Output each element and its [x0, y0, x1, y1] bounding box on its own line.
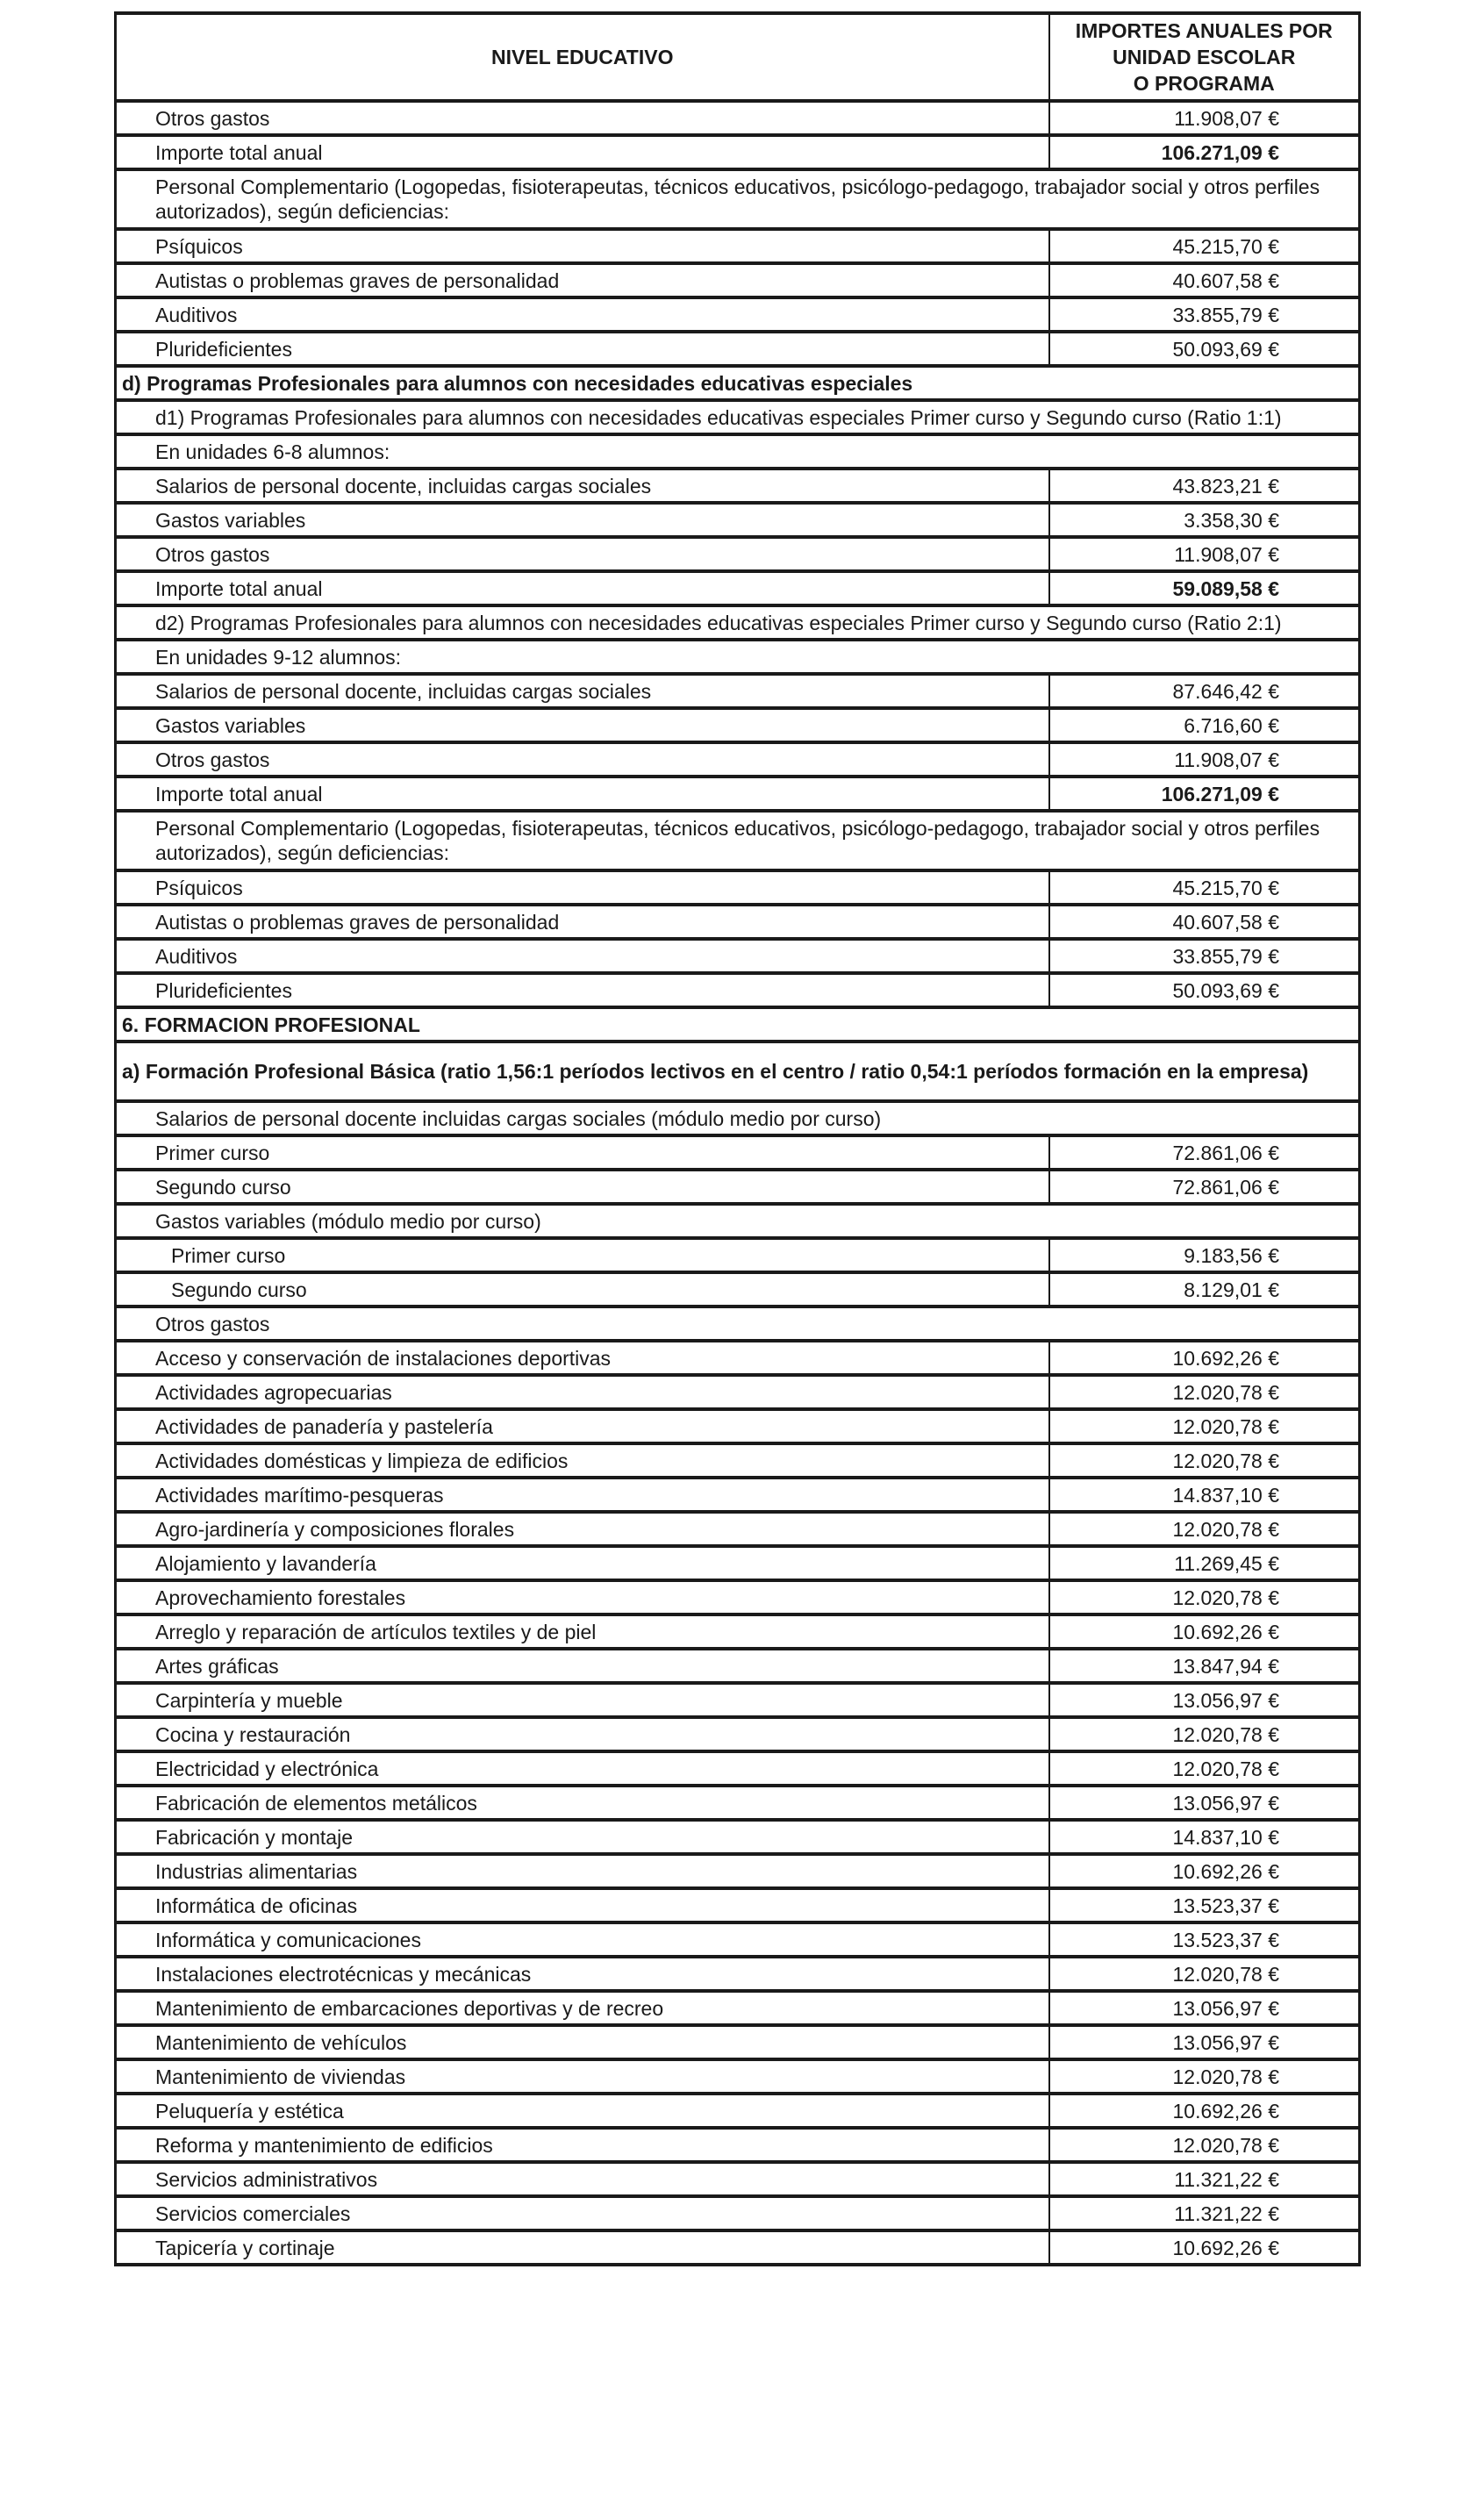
- amount-cell: [1049, 1580, 1360, 1614]
- table-row: [116, 1786, 1360, 1820]
- amount-cell: [1049, 1751, 1360, 1786]
- table-row: [116, 973, 1360, 1007]
- row-label: Salarios de personal docente, incluidas cargas sociales: [155, 679, 652, 703]
- table-row: [116, 1888, 1360, 1922]
- amount-cell: [1049, 973, 1360, 1007]
- amount-value: 10.692,26 €: [1172, 1346, 1279, 1370]
- label-cell: [116, 400, 1360, 434]
- section-subheading: En unidades 9-12 alumnos:: [155, 645, 402, 669]
- row-label: Cocina y restauración: [155, 1722, 351, 1746]
- amount-cell: [1049, 2162, 1360, 2196]
- amount-cell: [1049, 1443, 1360, 1478]
- table-row: [116, 1375, 1360, 1409]
- header-nivel-educativo: NIVEL EDUCATIVO: [116, 13, 1049, 101]
- table-row: [116, 1854, 1360, 1888]
- table-row: [116, 1341, 1360, 1375]
- label-cell: [116, 1443, 1049, 1478]
- amount-value: 13.056,97 €: [1172, 1996, 1279, 2020]
- table-row: [116, 1042, 1360, 1101]
- table-row: [116, 1409, 1360, 1443]
- amount-value: 10.692,26 €: [1172, 2099, 1279, 2123]
- amount-value: 12.020,78 €: [1172, 1962, 1279, 1986]
- amount-value: 13.056,97 €: [1172, 1791, 1279, 1815]
- table-row: [116, 503, 1360, 537]
- table-row: [116, 1580, 1360, 1614]
- row-label: Auditivos: [155, 303, 238, 326]
- amount-cell: [1049, 332, 1360, 366]
- amount-cell: [1049, 2230, 1360, 2265]
- label-cell: [116, 640, 1360, 674]
- amount-value: 14.837,10 €: [1172, 1483, 1279, 1507]
- label-cell: [116, 2196, 1049, 2230]
- section-subheading: En unidades 6-8 alumnos:: [155, 440, 390, 463]
- amount-cell: [1049, 1991, 1360, 2025]
- table-row: [116, 708, 1360, 742]
- row-label: Otros gastos: [155, 542, 270, 566]
- table-row: [116, 2196, 1360, 2230]
- table-row: [116, 1238, 1360, 1272]
- amount-cell: [1049, 1717, 1360, 1751]
- row-label: Servicios administrativos: [155, 2167, 378, 2191]
- amount-cell: [1049, 708, 1360, 742]
- row-label: Importe total anual: [155, 140, 323, 164]
- label-cell: [116, 2059, 1049, 2094]
- label-cell: [116, 1922, 1049, 1957]
- amount-value: 72.861,06 €: [1172, 1141, 1279, 1164]
- label-cell: [116, 469, 1049, 503]
- amount-value: 87.646,42 €: [1172, 679, 1279, 703]
- table-row: [116, 135, 1360, 169]
- table-row: [116, 2230, 1360, 2265]
- total-amount: 106.271,09 €: [1161, 140, 1279, 164]
- label-cell: [116, 1042, 1360, 1101]
- row-label: Fabricación y montaje: [155, 1825, 353, 1849]
- amount-cell: [1049, 1272, 1360, 1307]
- amount-value: 43.823,21 €: [1172, 474, 1279, 498]
- row-label: Actividades agropecuarias: [155, 1380, 392, 1404]
- table-row: [116, 1614, 1360, 1649]
- table-header-row: [116, 13, 1360, 101]
- amount-value: 13.056,97 €: [1172, 2030, 1279, 2054]
- row-label: Informática y comunicaciones: [155, 1928, 421, 1951]
- label-cell: [116, 1478, 1049, 1512]
- section-subheading: Otros gastos: [155, 1312, 270, 1335]
- amount-value: 3.358,30 €: [1184, 508, 1279, 532]
- amount-cell: [1049, 777, 1360, 811]
- label-cell: [116, 503, 1049, 537]
- amount-cell: [1049, 1922, 1360, 1957]
- row-label: Primer curso: [171, 1243, 286, 1267]
- amount-cell: [1049, 939, 1360, 973]
- amount-value: 8.129,01 €: [1184, 1278, 1279, 1301]
- label-cell: [116, 1614, 1049, 1649]
- row-label: Tapicería y cortinaje: [155, 2236, 335, 2259]
- row-label: Carpintería y mueble: [155, 1688, 343, 1712]
- row-label: Gastos variables: [155, 508, 306, 532]
- table-row: [116, 674, 1360, 708]
- table-row: [116, 1170, 1360, 1204]
- row-label: Reforma y mantenimiento de edificios: [155, 2133, 493, 2157]
- label-cell: [116, 1751, 1049, 1786]
- table-row: [116, 1512, 1360, 1546]
- amount-value: 11.908,07 €: [1174, 542, 1279, 566]
- row-label: Actividades de panadería y pastelería: [155, 1414, 493, 1438]
- table-row: [116, 263, 1360, 297]
- label-cell: [116, 169, 1360, 229]
- label-cell: [116, 1204, 1360, 1238]
- amount-value: 40.607,58 €: [1172, 910, 1279, 934]
- label-cell: [116, 1717, 1049, 1751]
- amount-cell: [1049, 2196, 1360, 2230]
- label-cell: [116, 1820, 1049, 1854]
- amount-value: 72.861,06 €: [1172, 1175, 1279, 1199]
- amount-cell: [1049, 1341, 1360, 1375]
- label-cell: [116, 1957, 1049, 1991]
- label-cell: [116, 708, 1049, 742]
- label-cell: [116, 1101, 1360, 1135]
- section-subheading: Personal Complementario (Logopedas, fisioterapeutas, técnicos educativos, psicólogo-pedagogo, trabajador social y otros perfiles autorizados), según deficiencias:: [155, 175, 1320, 223]
- row-label: Plurideficientes: [155, 337, 292, 361]
- label-cell: [116, 2025, 1049, 2059]
- row-label: Agro-jardinería y composiciones florales: [155, 1517, 515, 1541]
- amount-cell: [1049, 263, 1360, 297]
- row-label: Informática de oficinas: [155, 1894, 358, 1917]
- amount-value: 6.716,60 €: [1184, 713, 1279, 737]
- amount-cell: [1049, 1546, 1360, 1580]
- row-label: Mantenimiento de viviendas: [155, 2065, 406, 2088]
- label-cell: [116, 101, 1049, 135]
- table-row: [116, 101, 1360, 135]
- row-label: Importe total anual: [155, 782, 323, 805]
- row-label: Mantenimiento de embarcaciones deportivas y de recreo: [155, 1996, 664, 2020]
- label-cell: [116, 1375, 1049, 1409]
- amount-value: 13.523,37 €: [1172, 1928, 1279, 1951]
- table-row: [116, 1478, 1360, 1512]
- label-cell: [116, 742, 1049, 777]
- amount-cell: [1049, 2059, 1360, 2094]
- label-cell: [116, 297, 1049, 332]
- section-subheading: Personal Complementario (Logopedas, fisioterapeutas, técnicos educativos, psicólogo-pedagogo, trabajador social y otros perfiles autorizados), según deficiencias:: [155, 817, 1320, 864]
- amount-cell: [1049, 905, 1360, 939]
- amount-cell: [1049, 1170, 1360, 1204]
- row-label: Importe total anual: [155, 576, 323, 600]
- label-cell: [116, 605, 1360, 640]
- table-row: [116, 1443, 1360, 1478]
- amount-value: 11.908,07 €: [1174, 748, 1279, 771]
- row-label: Actividades marítimo-pesqueras: [155, 1483, 444, 1507]
- table-row: [116, 1101, 1360, 1135]
- table-row: [116, 1307, 1360, 1341]
- row-label: Mantenimiento de vehículos: [155, 2030, 407, 2054]
- table-row: [116, 2128, 1360, 2162]
- amount-cell: [1049, 2128, 1360, 2162]
- section-subheading: d2) Programas Profesionales para alumnos con necesidades educativas especiales Primer curso y Segundo curso (Ratio 2:1): [155, 611, 1282, 634]
- amount-cell: [1049, 1786, 1360, 1820]
- label-cell: [116, 2162, 1049, 2196]
- row-label: Artes gráficas: [155, 1654, 279, 1678]
- amount-value: 12.020,78 €: [1172, 1380, 1279, 1404]
- amount-value: 12.020,78 €: [1172, 1722, 1279, 1746]
- amount-value: 11.321,22 €: [1174, 2167, 1279, 2191]
- amount-cell: [1049, 1820, 1360, 1854]
- row-label: Psíquicos: [155, 876, 243, 899]
- label-cell: [116, 2128, 1049, 2162]
- label-cell: [116, 537, 1049, 571]
- section-subheading: Salarios de personal docente incluidas cargas sociales (módulo medio por curso): [155, 1106, 882, 1130]
- amount-value: 45.215,70 €: [1172, 876, 1279, 899]
- row-label: Otros gastos: [155, 106, 270, 130]
- label-cell: [116, 1341, 1049, 1375]
- row-label: Primer curso: [155, 1141, 270, 1164]
- table-row: [116, 1272, 1360, 1307]
- label-cell: [116, 1683, 1049, 1717]
- table-row: [116, 2025, 1360, 2059]
- amount-value: 50.093,69 €: [1172, 337, 1279, 361]
- section-heading: a) Formación Profesional Básica (ratio 1,56:1 períodos lectivos en el centro / ratio 0,54:1 períodos formación en la empresa): [122, 1060, 1309, 1083]
- amount-cell: [1049, 571, 1360, 605]
- label-cell: [116, 571, 1049, 605]
- row-label: Salarios de personal docente, incluidas cargas sociales: [155, 474, 652, 498]
- amount-cell: [1049, 101, 1360, 135]
- label-cell: [116, 1170, 1049, 1204]
- amount-value: 14.837,10 €: [1172, 1825, 1279, 1849]
- amount-cell: [1049, 1375, 1360, 1409]
- row-label: Actividades domésticas y limpieza de edificios: [155, 1449, 569, 1472]
- table-row: [116, 400, 1360, 434]
- label-cell: [116, 1512, 1049, 1546]
- amount-value: 10.692,26 €: [1172, 1859, 1279, 1883]
- table-row: [116, 229, 1360, 263]
- header-importes-line: O PROGRAMA: [1133, 72, 1275, 95]
- amount-cell: [1049, 1409, 1360, 1443]
- table-row: [116, 169, 1360, 229]
- table-row: [116, 1717, 1360, 1751]
- amount-value: 11.908,07 €: [1174, 106, 1279, 130]
- table-row: [116, 1820, 1360, 1854]
- amount-value: 40.607,58 €: [1172, 268, 1279, 292]
- label-cell: [116, 2094, 1049, 2128]
- table-row: [116, 469, 1360, 503]
- amount-cell: [1049, 503, 1360, 537]
- table-row: [116, 2162, 1360, 2196]
- table-row: [116, 640, 1360, 674]
- label-cell: [116, 905, 1049, 939]
- table-row: [116, 1922, 1360, 1957]
- label-cell: [116, 870, 1049, 905]
- amount-value: 12.020,78 €: [1172, 2133, 1279, 2157]
- table-row: [116, 1546, 1360, 1580]
- amount-value: 33.855,79 €: [1172, 944, 1279, 968]
- amount-value: 12.020,78 €: [1172, 1586, 1279, 1609]
- amount-value: 13.523,37 €: [1172, 1894, 1279, 1917]
- table-row: [116, 332, 1360, 366]
- amount-value: 12.020,78 €: [1172, 1414, 1279, 1438]
- amount-cell: [1049, 537, 1360, 571]
- table-row: [116, 537, 1360, 571]
- total-amount: 59.089,58 €: [1172, 576, 1279, 600]
- amount-cell: [1049, 674, 1360, 708]
- amount-value: 11.321,22 €: [1174, 2201, 1279, 2225]
- table-row: [116, 1957, 1360, 1991]
- label-cell: [116, 135, 1049, 169]
- label-cell: [116, 1546, 1049, 1580]
- section-heading: d) Programas Profesionales para alumnos con necesidades educativas especiales: [122, 371, 913, 395]
- label-cell: [116, 263, 1049, 297]
- table-row: [116, 1683, 1360, 1717]
- total-amount: 106.271,09 €: [1161, 782, 1279, 805]
- amount-cell: [1049, 2094, 1360, 2128]
- amount-value: 13.847,94 €: [1172, 1654, 1279, 1678]
- header-importes-line: UNIDAD ESCOLAR: [1113, 46, 1296, 68]
- table-row: [116, 1991, 1360, 2025]
- label-cell: [116, 1135, 1049, 1170]
- label-cell: [116, 434, 1360, 469]
- amount-value: 12.020,78 €: [1172, 2065, 1279, 2088]
- amount-cell: [1049, 1512, 1360, 1546]
- label-cell: [116, 973, 1049, 1007]
- table-row: [116, 811, 1360, 870]
- amount-cell: [1049, 1614, 1360, 1649]
- section-subheading: d1) Programas Profesionales para alumnos con necesidades educativas especiales Primer curso y Segundo curso (Ratio 1:1): [155, 405, 1282, 429]
- amount-cell: [1049, 1649, 1360, 1683]
- amount-cell: [1049, 1238, 1360, 1272]
- row-label: Acceso y conservación de instalaciones deportivas: [155, 1346, 612, 1370]
- table-body: [116, 101, 1360, 2265]
- row-label: Autistas o problemas graves de personalidad: [155, 910, 560, 934]
- amount-value: 45.215,70 €: [1172, 234, 1279, 258]
- amount-cell: [1049, 135, 1360, 169]
- table-row: [116, 1007, 1360, 1042]
- row-label: Industrias alimentarias: [155, 1859, 358, 1883]
- label-cell: [116, 777, 1049, 811]
- amount-cell: [1049, 1683, 1360, 1717]
- label-cell: [116, 1409, 1049, 1443]
- label-cell: [116, 229, 1049, 263]
- label-cell: [116, 1272, 1049, 1307]
- amount-cell: [1049, 1888, 1360, 1922]
- amount-cell: [1049, 1135, 1360, 1170]
- table-row: [116, 777, 1360, 811]
- amount-value: 10.692,26 €: [1172, 2236, 1279, 2259]
- row-label: Electricidad y electrónica: [155, 1757, 379, 1780]
- label-cell: [116, 939, 1049, 973]
- label-cell: [116, 1238, 1049, 1272]
- label-cell: [116, 366, 1360, 400]
- header-importes-anuales: [1049, 13, 1360, 101]
- label-cell: [116, 1007, 1360, 1042]
- amount-cell: [1049, 742, 1360, 777]
- row-label: Autistas o problemas graves de personalidad: [155, 268, 560, 292]
- row-label: Arreglo y reparación de artículos textiles y de piel: [155, 1620, 597, 1643]
- table-row: [116, 434, 1360, 469]
- amount-cell: [1049, 229, 1360, 263]
- section-subheading: Gastos variables (módulo medio por curso): [155, 1209, 541, 1233]
- label-cell: [116, 2230, 1049, 2265]
- amount-value: 10.692,26 €: [1172, 1620, 1279, 1643]
- row-label: Instalaciones electrotécnicas y mecánicas: [155, 1962, 532, 1986]
- header-importes-line: IMPORTES ANUALES POR: [1075, 19, 1333, 42]
- amount-value: 11.269,45 €: [1174, 1551, 1279, 1575]
- row-label: Otros gastos: [155, 748, 270, 771]
- amount-value: 13.056,97 €: [1172, 1688, 1279, 1712]
- row-label: Peluquería y estética: [155, 2099, 344, 2123]
- amount-cell: [1049, 2025, 1360, 2059]
- table-row: [116, 605, 1360, 640]
- amount-value: 12.020,78 €: [1172, 1757, 1279, 1780]
- label-cell: [116, 674, 1049, 708]
- label-cell: [116, 332, 1049, 366]
- row-label: Aprovechamiento forestales: [155, 1586, 406, 1609]
- label-cell: [116, 1854, 1049, 1888]
- row-label: Gastos variables: [155, 713, 306, 737]
- label-cell: [116, 1786, 1049, 1820]
- amount-cell: [1049, 469, 1360, 503]
- budget-table: [114, 11, 1361, 2266]
- amount-cell: [1049, 870, 1360, 905]
- row-label: Alojamiento y lavandería: [155, 1551, 376, 1575]
- table-row: [116, 366, 1360, 400]
- table-row: [116, 297, 1360, 332]
- table-row: [116, 939, 1360, 973]
- label-cell: [116, 1649, 1049, 1683]
- row-label: Plurideficientes: [155, 978, 292, 1002]
- table-row: [116, 1135, 1360, 1170]
- amount-value: 9.183,56 €: [1184, 1243, 1279, 1267]
- table-row: [116, 1204, 1360, 1238]
- row-label: Fabricación de elementos metálicos: [155, 1791, 477, 1815]
- table-row: [116, 2094, 1360, 2128]
- amount-value: 12.020,78 €: [1172, 1449, 1279, 1472]
- table-row: [116, 1649, 1360, 1683]
- amount-cell: [1049, 297, 1360, 332]
- row-label: Segundo curso: [155, 1175, 291, 1199]
- amount-cell: [1049, 1957, 1360, 1991]
- table-row: [116, 742, 1360, 777]
- table-row: [116, 571, 1360, 605]
- amount-value: 33.855,79 €: [1172, 303, 1279, 326]
- row-label: Auditivos: [155, 944, 238, 968]
- row-label: Servicios comerciales: [155, 2201, 351, 2225]
- amount-value: 12.020,78 €: [1172, 1517, 1279, 1541]
- amount-value: 50.093,69 €: [1172, 978, 1279, 1002]
- row-label: Psíquicos: [155, 234, 243, 258]
- label-cell: [116, 1580, 1049, 1614]
- label-cell: [116, 1307, 1360, 1341]
- amount-cell: [1049, 1854, 1360, 1888]
- label-cell: [116, 811, 1360, 870]
- table-row: [116, 870, 1360, 905]
- label-cell: [116, 1888, 1049, 1922]
- table-row: [116, 2059, 1360, 2094]
- table-row: [116, 1751, 1360, 1786]
- amount-cell: [1049, 1478, 1360, 1512]
- section-heading: 6. FORMACION PROFESIONAL: [122, 1013, 420, 1036]
- label-cell: [116, 1991, 1049, 2025]
- row-label: Segundo curso: [171, 1278, 307, 1301]
- table-row: [116, 905, 1360, 939]
